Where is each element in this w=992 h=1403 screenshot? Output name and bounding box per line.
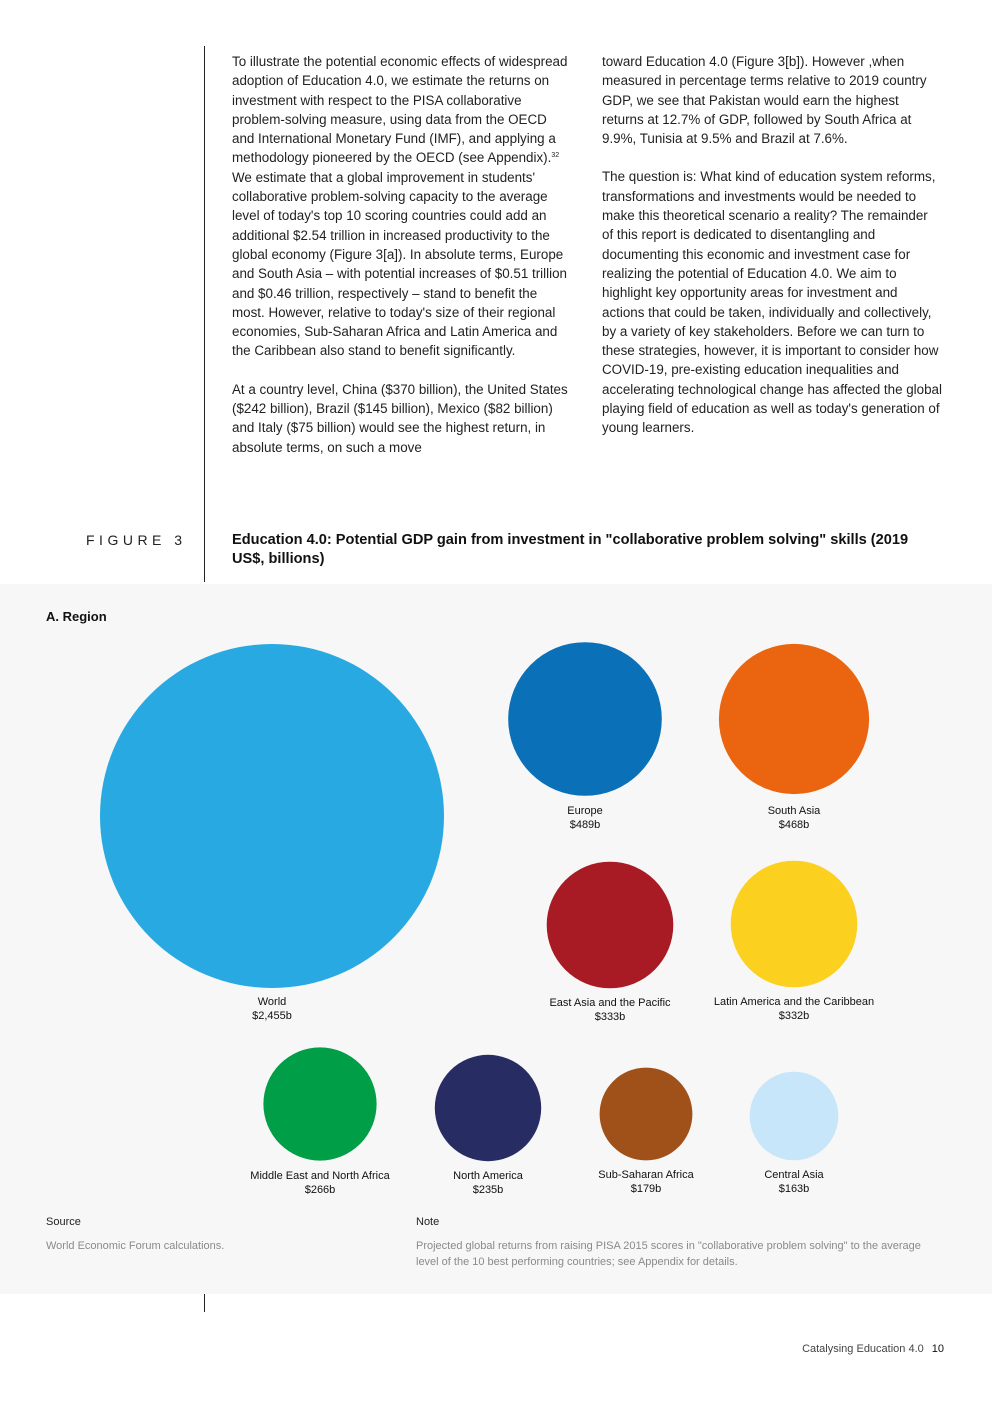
paragraph: To illustrate the potential economic effects of widespread adoption of Education 4.0, we estimate the returns on investment with respect to the PISA collaborative problem-solving measure, using data from the OECD and International Monetary Fund (IMF), and applying a methodology pioneered by the OECD (see Appendix).$^{32}$ We estimate that a global improvement in students' collaborative problem-solving capacity to the average level of today's top 10 scoring countries could add an additional $2.54 trillion in increased productivity to the global economy (Figure 3[a]). In absolute terms, Europe and South Asia – with potential increases of $0.51 trillion and $0.46 trillion, respectively – stand to benefit the most. However, relative to today's size of their regional economies, Sub-Saharan Africa and Latin America and the Caribbean also stand to benefit significantly. [232, 54, 568, 359]
bubble-label [684, 804, 904, 832]
bubble-central-asia [750, 1072, 839, 1161]
note-text: Projected global returns from raising PISA 2015 scores in "collaborative problem solving" to the average level of the 10 best performing countries; see Appendix for details. [416, 1240, 921, 1268]
panel-title: A. Region [46, 609, 107, 624]
bubble-label [684, 995, 904, 1023]
note-heading: Note [416, 1216, 440, 1228]
bubble-value: $489b [569, 819, 601, 831]
page-number: 10 [931, 1343, 944, 1355]
bubble-south-asia [719, 644, 869, 794]
figure-label: FIGURE 3 [86, 532, 187, 548]
bubble-value: $266b [304, 1184, 336, 1196]
bubble-east-asia-and-the-pacific [547, 862, 674, 989]
bubble-name: Middle East and North Africa [250, 1170, 390, 1182]
bubble-value: $179b [630, 1183, 662, 1195]
bubble-value: $332b [778, 1010, 810, 1022]
source-heading: Source [46, 1216, 81, 1228]
footer-title: Catalysing Education 4.0 [802, 1343, 924, 1355]
source-text: World Economic Forum calculations. [46, 1240, 225, 1252]
bubble-middle-east-and-north-africa [263, 1047, 376, 1160]
footnote-ref[interactable]: 32 [551, 152, 560, 160]
paragraph: The question is: What kind of education system reforms, transformations and investments would be needed to make this theoretical scenario a reality? The remainder of this report is dedicated to disentangling and documenting this economic and investment case for realizing the potential of Education 4.0. We aim to highlight key opportunity areas for investment and actions that could be taken, individually and collectively, by a variety of key stakeholders. Before we can turn to these strategies, however, it is important to consider how COVID-19, pre-existing education inequalities and accelerating technological change has affected the global playing field of education as well as today's generation of young learners. [602, 169, 942, 436]
bubble-sub-saharan-africa [600, 1068, 693, 1161]
bubble-north-america [435, 1055, 541, 1161]
bubble-name: Europe [567, 805, 603, 817]
bubble-name: Sub-Saharan Africa [598, 1169, 694, 1181]
bubble-value: $163b [778, 1183, 810, 1195]
bubble-label [162, 995, 382, 1023]
page-footer [600, 1343, 944, 1355]
figure-title: Education 4.0: Potential GDP gain from investment in "collaborative problem solving" skills (2019 US$, billions) [232, 532, 909, 567]
bubble-name: South Asia [767, 805, 821, 817]
bubble-latin-america-and-the-caribbean [731, 861, 858, 988]
bubble-value: $333b [594, 1011, 626, 1023]
bubble-value: $468b [778, 819, 810, 831]
bubble-world [100, 644, 444, 988]
paragraph: toward Education 4.0 (Figure 3[b]). However ,when measured in percentage terms relative to 2019 country GDP, we see that Pakistan would earn the highest returns at 12.7% of GDP, followed by South Africa at 9.9%, Tunisia at 9.5% and Brazil at 7.6%. [602, 54, 927, 147]
bubble-label [475, 804, 695, 832]
bubble-value: $235b [472, 1184, 504, 1196]
bubble-europe [508, 642, 662, 796]
bubble-name: North America [453, 1170, 523, 1182]
bubble-name: Central Asia [764, 1169, 824, 1181]
bubble-name: World [257, 996, 287, 1008]
bubble-value: $2,455b [252, 1010, 292, 1022]
bubble-name: East Asia and the Pacific [549, 997, 671, 1009]
bubble-label [684, 1168, 904, 1196]
bubble-name: Latin America and the Caribbean [713, 996, 875, 1008]
paragraph: At a country level, China ($370 billion), the United States ($242 billion), Brazil ($145 billion), Mexico ($82 billion) and Italy ($75 billion) would see the highest return, in absolute terms, on such a move [232, 381, 568, 455]
